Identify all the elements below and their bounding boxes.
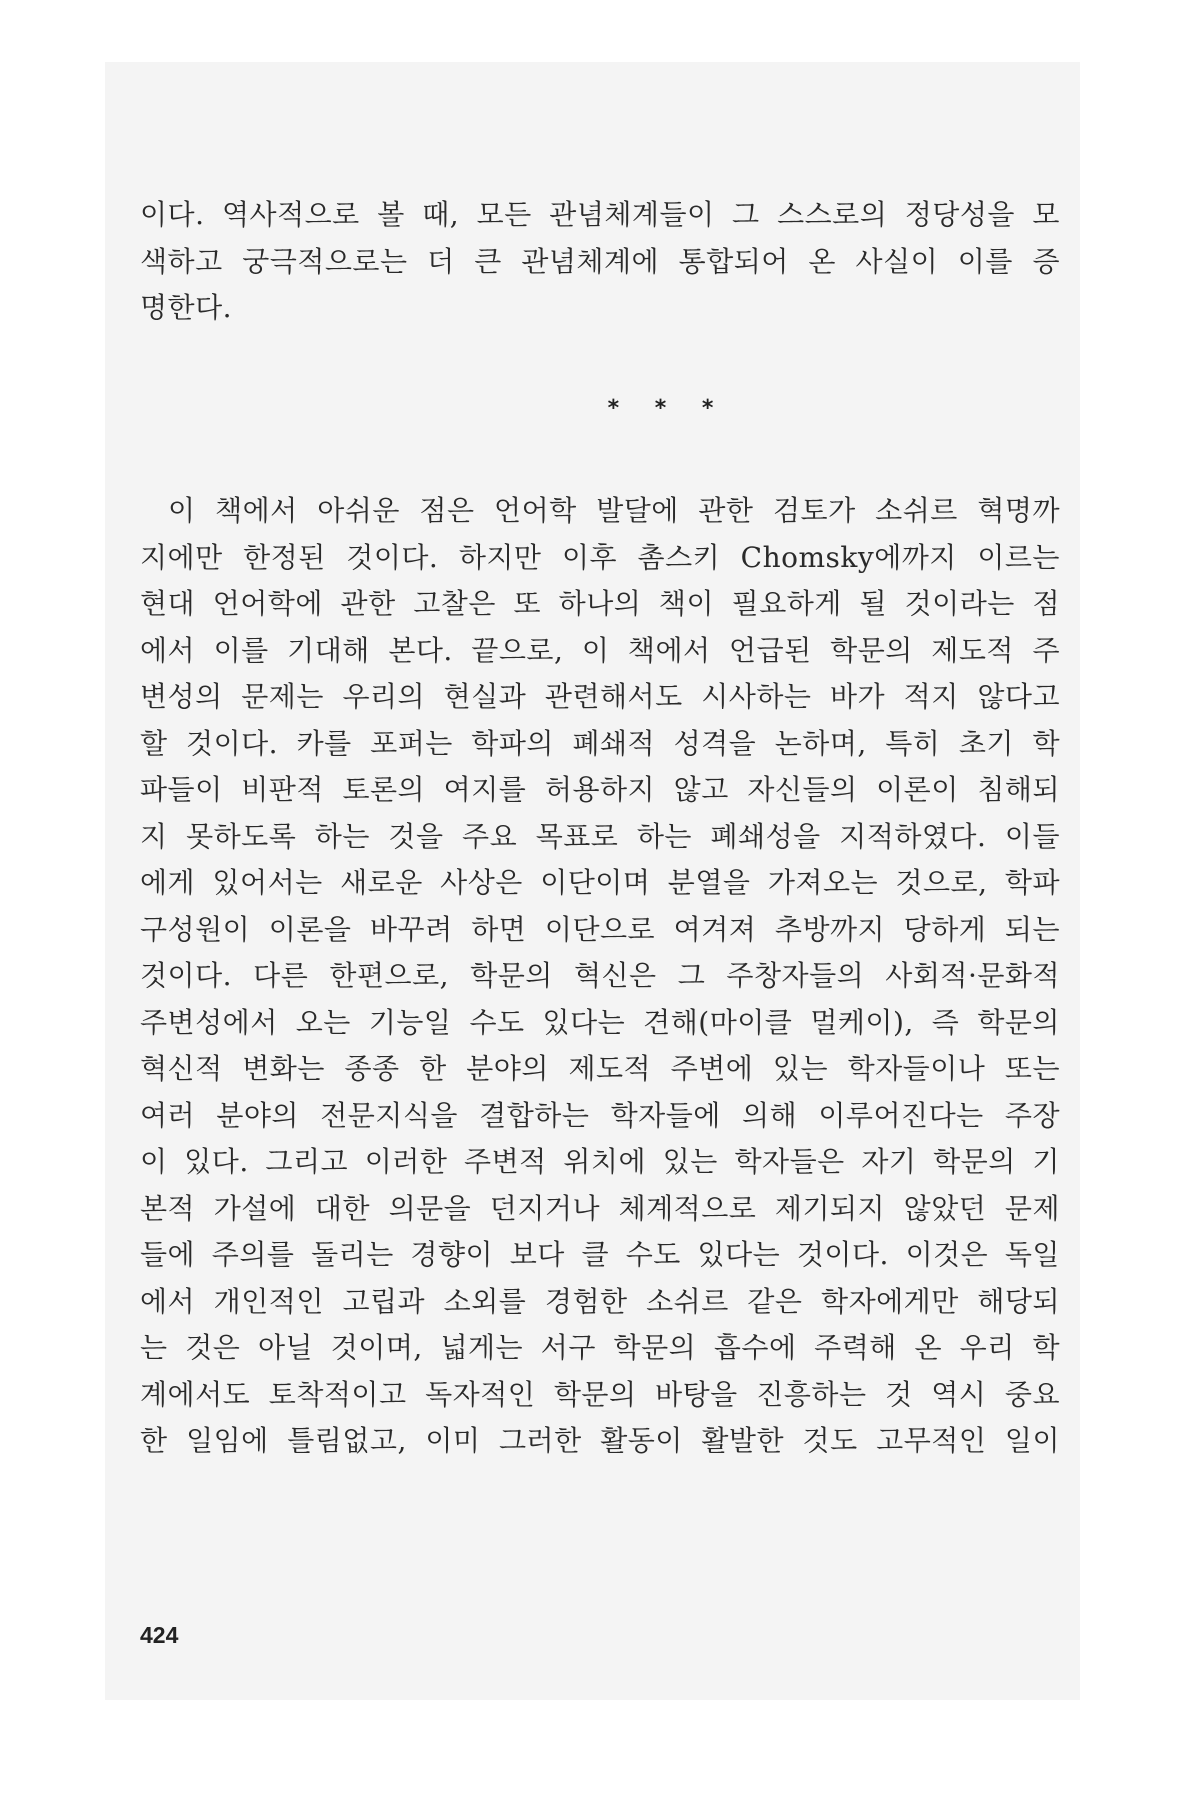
text-line: 주변성에서 오는 기능일 수도 있다는 견해(마이클 멀케이), 즉 학문의 (140, 1005, 1060, 1039)
text-line: 이 책에서 아쉬운 점은 언어학 발달에 관한 검토가 소쉬르 혁명까 (168, 494, 1060, 527)
text-line: 이 있다. 그리고 이러한 주변적 위치에 있는 학자들은 자기 학문의 기 (140, 1145, 1060, 1178)
text-line: 에게 있어서는 새로운 사상은 이단이며 분열을 가져오는 것으로, 학파 (140, 866, 1060, 899)
text-line: 파들이 비판적 토론의 여지를 허용하지 않고 자신들의 이론이 침해되 (140, 773, 1060, 806)
text-line: 변성의 문제는 우리의 현실과 관련해서도 시사하는 바가 적지 않다고 (140, 680, 1060, 713)
text-line: 한 일임에 틀림없고, 이미 그러한 활동이 활발한 것도 고무적인 일이 (140, 1424, 1060, 1457)
text-line: 에서 이를 기대해 본다. 끝으로, 이 책에서 언급된 학문의 제도적 주 (140, 633, 1060, 667)
text-line: 현대 언어학에 관한 고찰은 또 하나의 책이 필요하게 될 것이라는 점 (140, 587, 1060, 620)
page-number: 424 (140, 1622, 179, 1648)
text-line: 여러 분야의 전문지식을 결합하는 학자들에 의해 이루어진다는 주장 (140, 1098, 1060, 1132)
text-line: 구성원이 이론을 바꾸려 하면 이단으로 여겨져 추방까지 당하게 되는 (140, 912, 1060, 946)
text-line: 이다. 역사적으로 볼 때, 모든 관념체계들이 그 스스로의 정당성을 모 (140, 198, 1060, 231)
text-line: 것이다. 다른 한편으로, 학문의 혁신은 그 주창자들의 사회적·문화적 (140, 959, 1060, 992)
paragraph-1 (140, 192, 1060, 332)
text-line: 계에서도 토착적이고 독자적인 학문의 바탕을 진흥하는 것 역시 중요 (140, 1377, 1060, 1411)
text-line: 본적 가설에 대한 의문을 던지거나 체계적으로 제기되지 않았던 문제 (140, 1191, 1060, 1225)
text-line: 는 것은 아닐 것이며, 넓게는 서구 학문의 흡수에 주력해 온 우리 학 (140, 1331, 1060, 1364)
text-line: 할 것이다. 카를 포퍼는 학파의 폐쇄적 성격을 논하며, 특히 초기 학 (140, 726, 1060, 760)
text-line: 명한다. (140, 291, 233, 324)
text-line: 지 못하도록 하는 것을 주요 목표로 하는 폐쇄성을 지적하였다. 이들 (140, 819, 1060, 853)
paragraph-2 (140, 488, 1060, 1465)
text-line: 색하고 궁극적으로는 더 큰 관념체계에 통합되어 온 사실이 이를 증 (140, 244, 1060, 278)
section-divider: * * * (607, 396, 728, 421)
text-line: 혁신적 변화는 종종 한 분야의 제도적 주변에 있는 학자들이나 또는 (140, 1052, 1060, 1085)
text-line: 지에만 한정된 것이다. 하지만 이후 촘스키 Chomsky에까지 이르는 (140, 540, 1060, 574)
text-line: 에서 개인적인 고립과 소외를 경험한 소쉬르 같은 학자에게만 해당되 (140, 1284, 1060, 1318)
text-line: 들에 주의를 돌리는 경향이 보다 클 수도 있다는 것이다. 이것은 독일 (140, 1238, 1060, 1271)
